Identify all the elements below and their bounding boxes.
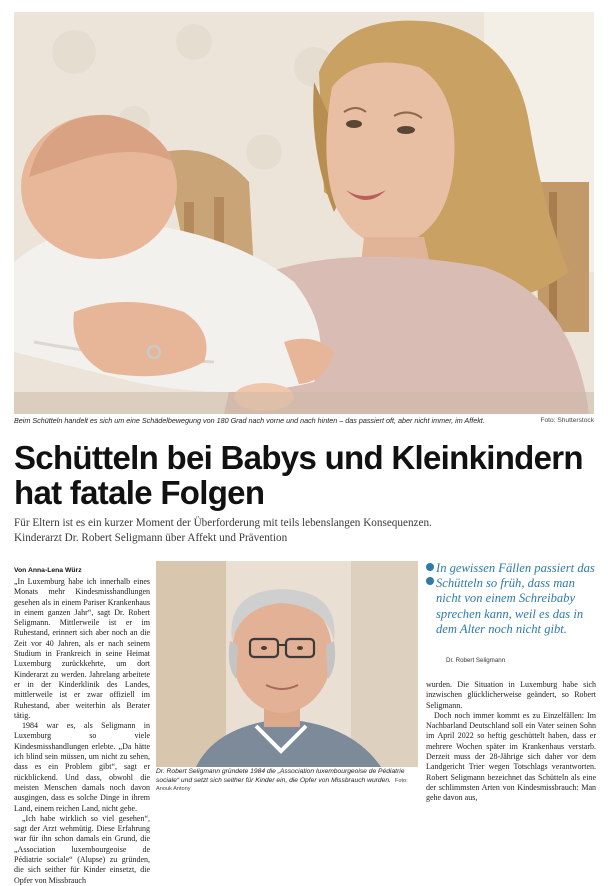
headline-line-2: hat fatale Folgen [14, 474, 265, 511]
deck-line-2: Kinderarzt Dr. Robert Seligmann über Affekt und Prävention [14, 531, 288, 544]
pullquote-author: Dr. Robert Seligmann [446, 657, 506, 664]
body-paragraph: Doch noch immer kommt es zu Einzelfällen: Im Nachbarland Deutschland soll ein Vater seinen Sohn im April 2022 so heftig geschüttelt haben, dass er mehrere Wochen später im Krankenhaus verstarb. Derzeit muss der 28-Jährige sich daher vor dem Landgericht Trier wegen Totschlags verantworten. Robert Seligmann bezeichnet das Schütteln als eine der schlimmsten Arten von Kindesmissbrauch: Man gehe davon aus, [426, 710, 596, 803]
portrait-photo-credit: Foto: Anouk Antony [156, 777, 408, 793]
article-headline [14, 440, 599, 510]
quote-dot-icon [426, 577, 434, 585]
pullquote-marker [426, 563, 435, 591]
hero-caption: Beim Schütteln handelt es sich um eine Schädelbewegung von 180 Grad nach vorne und nach hinten – das passiert oft, aber nicht immer, im Affekt. [14, 416, 485, 425]
body-paragraph: „Ich habe wirklich so viel gesehen“, sagt der Arzt wehmütig. Diese Erfahrung war für ihn schon damals ein Grund, die „Association luxembourgeoise de Pédiatrie sociale“ (Alupse) zu gründen, die sich seither für Kinder einsetzt, die Opfer von Missbrauch [14, 813, 150, 885]
deck-line-1: Für Eltern ist es ein kurzer Moment der Überforderung mit teils lebenslangen Konsequenzen. [14, 517, 432, 529]
body-paragraph: „In Luxemburg habe ich innerhalb eines Monats mehr Kindesmisshandlungen gesehen als in einem Pariser Krankenhaus in einem ganzen Jahr“, sagt Dr. Robert Seligmann. Mittlerweile ist er im Ruhestand, erinnert sich aber noch an die Zeit vor 40 Jahren, als er nach seinem Studium in Frankreich in seine Heimat Luxemburg zurückkehrte, um dort Kinderarzt zu werden. Jahrelang arbeitete er in der Kinderklinik des Landes, mittlerweile ist er zwar offiziell im Ruhestand, aber weiterhin als Berater tätig. [14, 577, 150, 720]
body-column-left [14, 577, 150, 885]
headline-line-1: Schütteln bei Babys und Kleinkindern [14, 439, 583, 476]
portrait-caption-text: Dr. Robert Seligmann gründete 1984 die „Association luxembourgeoise de Pédiatrie sociale“ und setzt sich seither für Kinder ein, die Opfer von Missbrauch wurden. [156, 768, 405, 784]
hero-illustration [14, 12, 594, 414]
portrait-caption [156, 768, 418, 794]
hero-photo [14, 12, 594, 414]
body-column-right [426, 680, 596, 803]
quote-dot-icon [426, 563, 434, 571]
body-paragraph: wurden. Die Situation in Luxemburg habe sich inzwischen glücklicherweise geändert, so Robert Seligmann. [426, 680, 596, 710]
portrait-illustration [156, 561, 418, 767]
portrait-photo [156, 561, 418, 767]
article-byline: Von Anna-Lena Würz [14, 567, 82, 574]
body-paragraph: 1984 war es, als Seligmann in Luxemburg so viele Kindesmisshandlungen erlebte. „Da hätte ich blind sein müssen, um nicht zu sehen, dass es ein Problem gibt“, sagt er rückblickend. Und dass, obwohl die meisten Menschen damals noch davon ausgingen, dass es solche Dinge in ihrem Land, einem reichen Land, nicht gebe. [14, 721, 150, 813]
article-deck [14, 516, 599, 545]
pullquote-text: In gewissen Fällen passiert das Schütteln so früh, dass man nicht von einem Schreibaby sprechen kann, weil es das in dem Alter noch nicht gibt. [436, 561, 595, 636]
hero-photo-credit: Foto: Shutterstock [540, 417, 594, 424]
